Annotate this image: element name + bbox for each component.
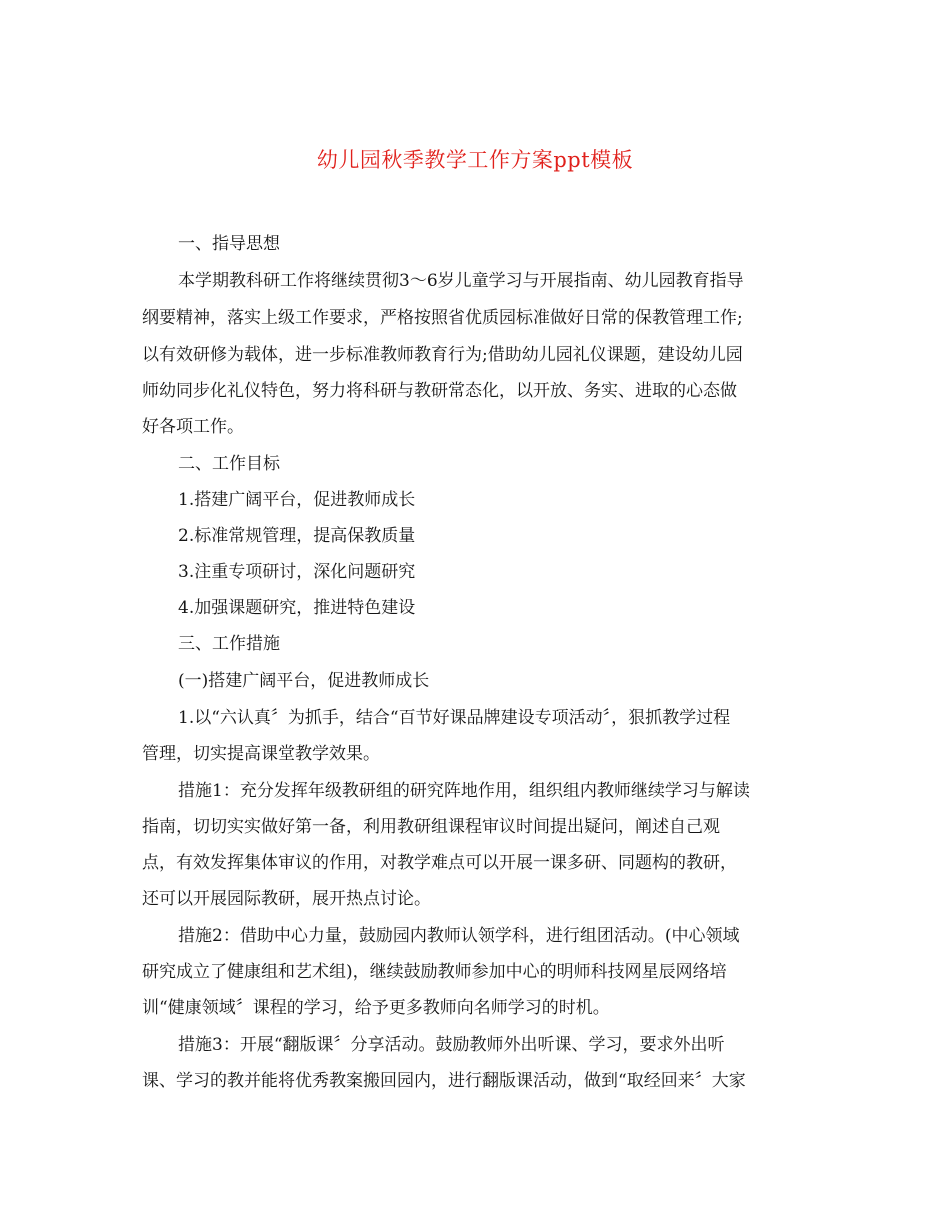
paragraph-line: 以有效研修为载体，进一步标准教师教育行为;借助幼儿园礼仪课题，建设幼儿园 xyxy=(142,345,743,365)
paragraph-line: 好各项工作。 xyxy=(142,417,244,437)
heading-guiding-thought: 一、指导思想 xyxy=(178,234,280,254)
goal-item: 2.标准常规管理，提高保教质量 xyxy=(178,526,416,546)
paragraph-line: 训“健康领域〞课程的学习，给予更多教师向名师学习的时机。 xyxy=(142,998,610,1018)
paragraph-line: 点，有效发挥集体审议的作用，对教学难点可以开展一课多研、同题构的教研， xyxy=(142,853,737,873)
document-title: 幼儿园秋季教学工作方案ppt模板 xyxy=(316,148,634,172)
paragraph-line: 研究成立了健康组和艺术组)，继续鼓励教师参加中心的明师科技网星辰网络培 xyxy=(142,962,727,982)
paragraph-line: 课、学习的教并能将优秀教案搬回园内，进行翻版课活动，做到“取经回来〞大家 xyxy=(142,1071,746,1091)
paragraph-line: 纲要精神，落实上级工作要求，严格按照省优质园标准做好日常的保教管理工作; xyxy=(142,308,743,328)
goal-item: 1.搭建广阔平台，促进教师成长 xyxy=(178,490,416,510)
paragraph-line: 措施3：开展“翻版课〞分享活动。鼓励教师外出听课、学习，要求外出听 xyxy=(178,1035,725,1055)
paragraph-line: 1.以“六认真〞为抓手，结合“百节好课品牌建设专项活动〞，狠抓教学过程 xyxy=(178,708,731,728)
paragraph-line: 还可以开展园际教研，展开热点讨论。 xyxy=(142,889,431,909)
paragraph-line: 本学期教科研工作将继续贯彻3～6岁儿童学习与开展指南、幼儿园教育指导 xyxy=(178,271,744,291)
paragraph-line: 措施1：充分发挥年级教研组的研究阵地作用，组织组内教师继续学习与解读 xyxy=(178,781,750,801)
paragraph-line: 师幼同步化礼仪特色，努力将科研与教研常态化，以开放、务实、进取的心态做 xyxy=(142,381,737,401)
heading-work-goals: 二、工作目标 xyxy=(178,454,280,474)
heading-work-measures: 三、工作措施 xyxy=(178,634,280,654)
paragraph-line: 指南，切切实实做好第一备，利用教研组课程审议时间提出疑问，阐述自己观 xyxy=(142,817,720,837)
subheading-measure-one: (一)搭建广阔平台，促进教师成长 xyxy=(178,671,430,691)
goal-item: 4.加强课题研究，推进特色建设 xyxy=(178,598,416,618)
goal-item: 3.注重专项研讨，深化问题研究 xyxy=(178,562,416,582)
paragraph-line: 管理，切实提高课堂教学效果。 xyxy=(142,744,380,764)
paragraph-line: 措施2：借助中心力量，鼓励园内教师认领学科，进行组团活动。(中心领域 xyxy=(178,926,740,946)
